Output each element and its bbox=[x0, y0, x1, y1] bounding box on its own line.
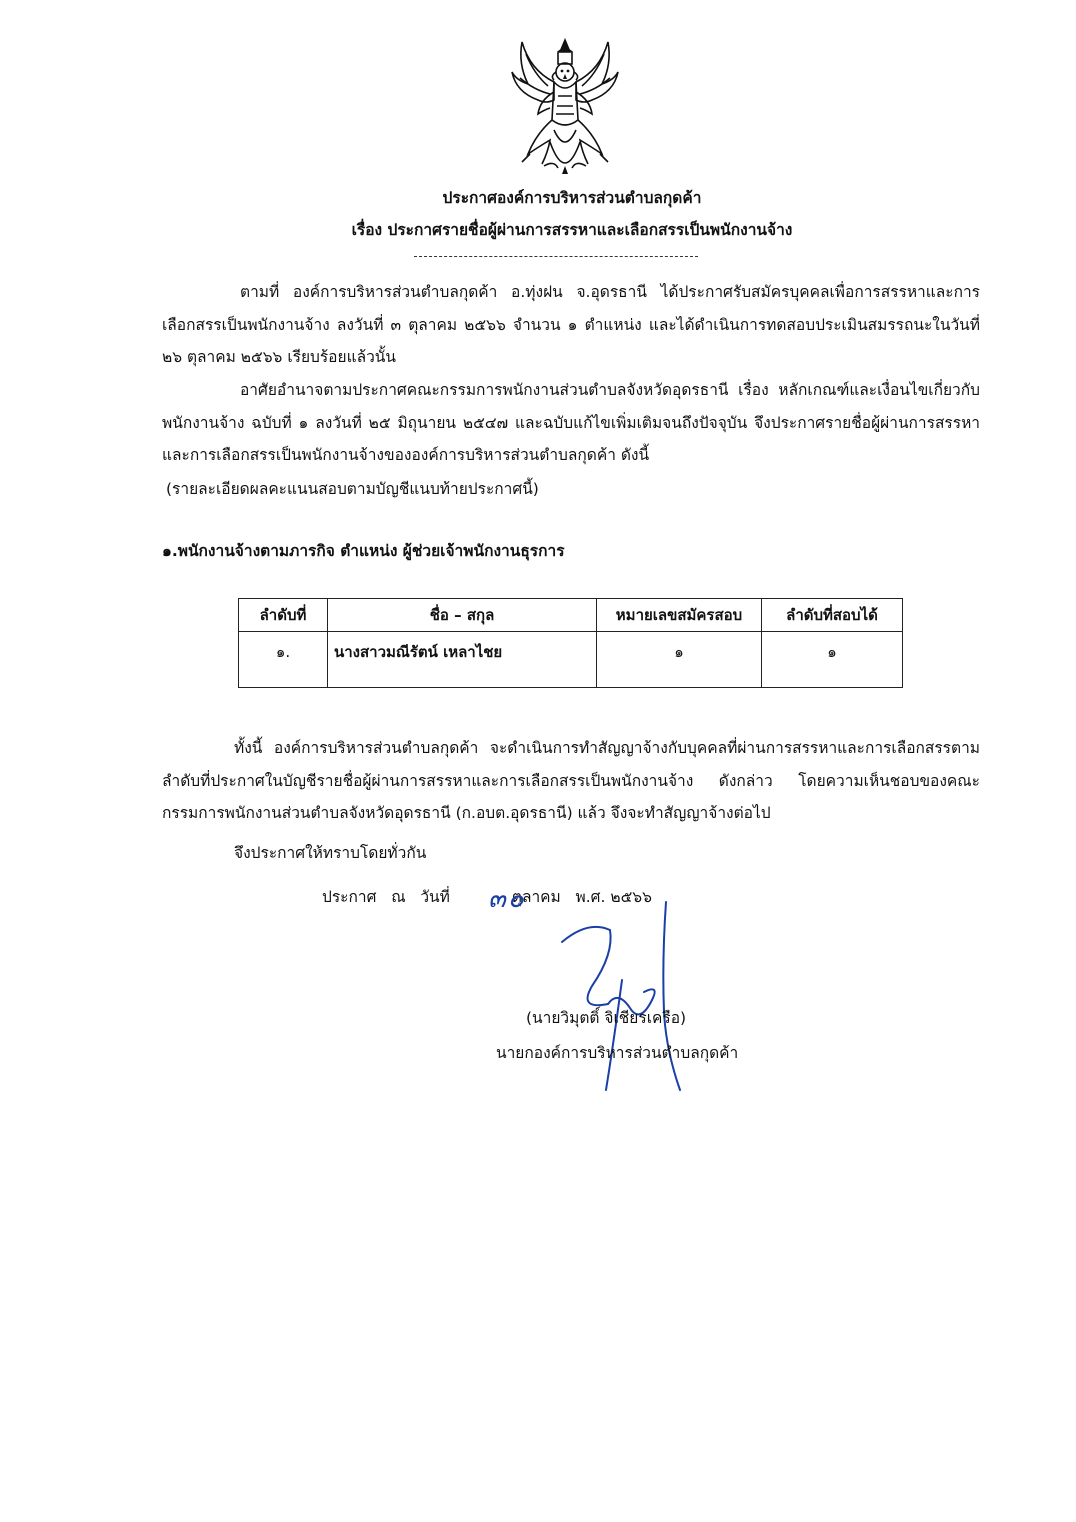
handwritten-day: ๓๐ bbox=[488, 884, 526, 914]
results-table bbox=[238, 598, 903, 688]
paragraph-authority: อาศัยอำนาจตามประกาศคณะกรรมการพนักงานส่วนตำบลจังหวัดอุดรธานี เรื่อง หลักเกณฑ์และเงื่อนไขเกี่ยวกับพนักงานจ้าง ฉบับที่ ๑ ลงวันที่ ๒๕ มิถุนายน ๒๕๔๗ และฉบับแก้ไขเพิ่มเติมจนถึงปัจจุบัน จึงประกาศรายชื่อผู้ผ่านการสรรหาและการเลือกสรรเป็นพนักงานจ้างขององค์การบริหารส่วนตำบลกุดค้า ดังนี้ bbox=[162, 381, 980, 464]
header-order: ลำดับที่ bbox=[239, 599, 328, 632]
dateline-suffix: ตุลาคม พ.ศ. ๒๕๖๖ bbox=[511, 888, 652, 906]
table-header-row bbox=[239, 599, 903, 632]
cell-order: ๑. bbox=[239, 632, 328, 688]
cell-rank: ๑ bbox=[762, 632, 903, 688]
title-divider bbox=[414, 256, 698, 257]
header-application-number: หมายเลขสมัครสอบ bbox=[597, 599, 762, 632]
table-row bbox=[239, 632, 903, 688]
paragraph-background: ตามที่ องค์การบริหารส่วนตำบลกุดค้า อ.ทุ่งฝน จ.อุดรธานี ได้ประกาศรับสมัครบุคคลเพื่อการสรรหาและการเลือกสรรเป็นพนักงานจ้าง ลงวันที่ ๓ ตุลาคม ๒๕๖๖ จำนวน ๑ ตำแหน่ง และได้ดำเนินการทดสอบประเมินสมรรถนะในวันที่ ๒๖ ตุลาคม ๒๕๖๖ เรียบร้อยแล้วนั้น bbox=[162, 283, 980, 366]
section-heading: ๑.พนักงานจ้างตามภารกิจ ตำแหน่ง ผู้ช่วยเจ้าพนักงานธุรการ bbox=[162, 542, 565, 560]
handwritten-signature bbox=[548, 900, 718, 1100]
signer-name: (นายวิมุตติ์ จิเชียรเครือ) bbox=[526, 1009, 687, 1027]
announcement-title: ประกาศองค์การบริหารส่วนตำบลกุดค้า bbox=[442, 189, 702, 207]
paragraph-note: (รายละเอียดผลคะแนนสอบตามบัญชีแนบท้ายประกาศนี้) bbox=[166, 480, 539, 498]
header-name: ชื่อ – สกุล bbox=[328, 599, 597, 632]
header-rank: ลำดับที่สอบได้ bbox=[762, 599, 903, 632]
announcement-subject: เรื่อง ประกาศรายชื่อผู้ผ่านการสรรหาและเลือกสรรเป็นพนักงานจ้าง bbox=[351, 221, 793, 239]
cell-name: นางสาวมณีรัตน์ เหลาไชย bbox=[328, 632, 597, 688]
paragraph-closing: จึงประกาศให้ทราบโดยทั่วกัน bbox=[234, 844, 427, 862]
dateline-prefix: ประกาศ ณ วันที่ bbox=[322, 888, 450, 906]
paragraph-contract: ทั้งนี้ องค์การบริหารส่วนตำบลกุดค้า จะดำเนินการทำสัญญาจ้างกับบุคคลที่ผ่านการสรรหาและการเลือกสรรตามลำดับที่ประกาศในบัญชีรายชื่อผู้ผ่านการสรรหาและการเลือกสรรเป็นพนักงานจ้าง ดังกล่าว โดยความเห็นชอบของคณะกรรมการพนักงานส่วนตำบลจังหวัดอุดรธานี (ก.อบต.อุดรธานี) แล้ว จึงจะทำสัญญาจ้างต่อไป bbox=[162, 739, 980, 822]
garuda-emblem-icon bbox=[508, 34, 622, 184]
cell-application-number: ๑ bbox=[597, 632, 762, 688]
signer-position: นายกองค์การบริหารส่วนตำบลกุดค้า bbox=[496, 1044, 739, 1062]
